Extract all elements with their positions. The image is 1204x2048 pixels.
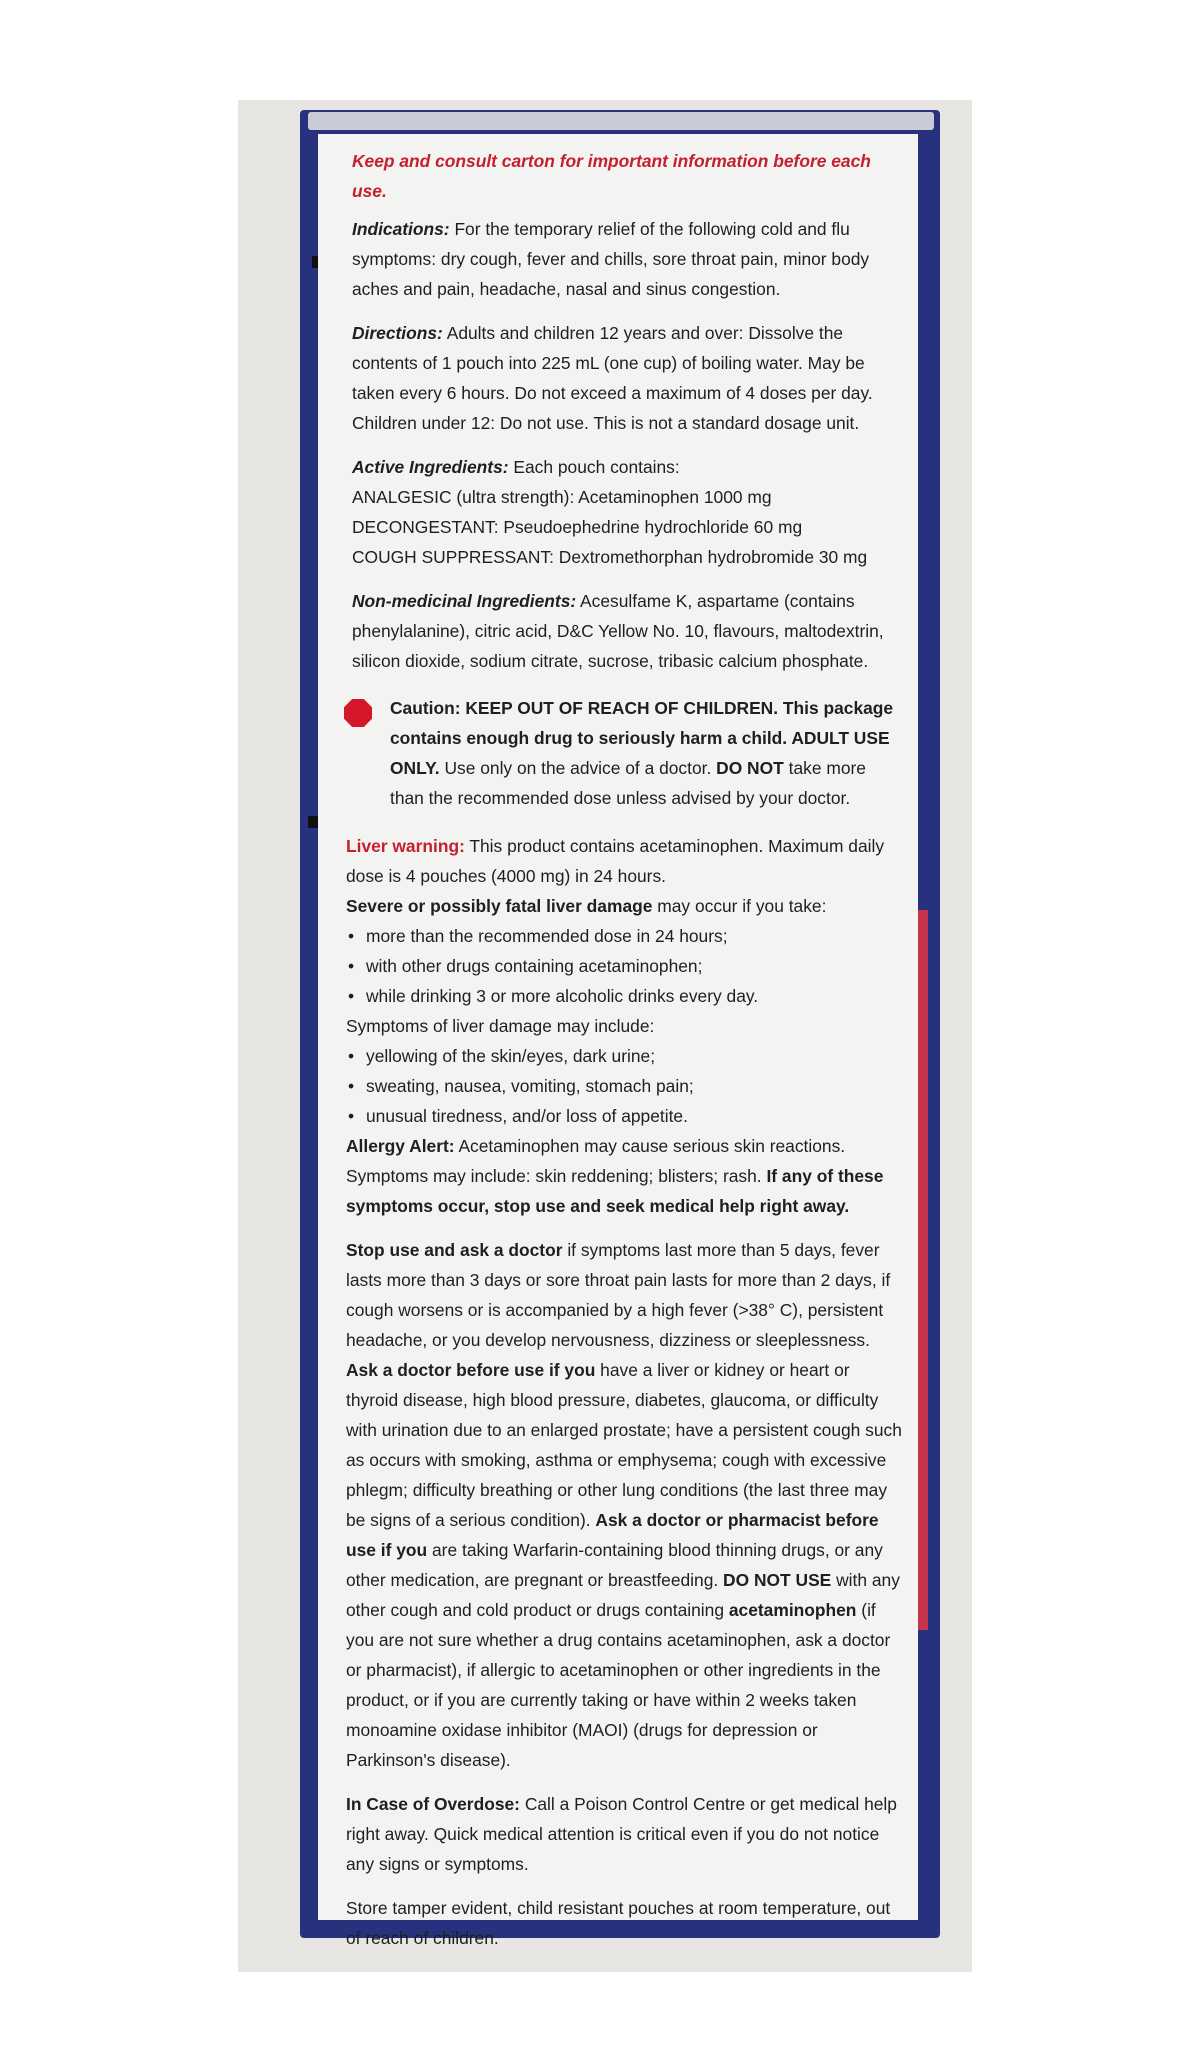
caution-bold: Caution: KEEP OUT OF REACH OF CHILDREN. This package contains enough drug to seriously harm a child. ADULT USE ONLY. xyxy=(390,698,894,779)
ask-pharmacist-text: are taking Warfarin-containing blood thinning drugs, or any other medication, are pregnant or breastfeeding. xyxy=(346,1539,883,1590)
allergy-alert-text: Acetaminophen may cause serious skin reactions. Symptoms may include: skin reddening; blisters; rash. xyxy=(346,1135,846,1186)
stop-sign-icon xyxy=(344,699,372,727)
stop-use-bold: Stop use and ask a doctor xyxy=(346,1239,563,1260)
non-medicinal-label: Non-medicinal Ingredients: xyxy=(352,591,577,611)
ingredient-line: DECONGESTANT: Pseudoephedrine hydrochloride 60 mg xyxy=(352,517,803,537)
allergy-alert-label: Allergy Alert: xyxy=(346,1135,455,1156)
list-item: • more than the recommended dose in 24 hours; xyxy=(346,921,904,951)
ask-doctor-text: have a liver or kidney or heart or thyroid disease, high blood pressure, diabetes, glaucoma, or difficulty with urination due to an enlarged prostate; have a persistent cough such as occurs with smoking, asthma or emphysema; cough with excessive phlegm; difficulty breathing or other lung conditions (the last three may be signs of a serious condition). xyxy=(346,1359,902,1530)
list-item: • with other drugs containing acetaminophen; xyxy=(346,951,904,981)
ask-pharmacist-bold: Ask a doctor or pharmacist before use if you xyxy=(346,1509,879,1560)
storage-section xyxy=(346,1893,904,1953)
liver-warning-section xyxy=(346,831,904,1221)
active-ingredients-label: Active Ingredients: xyxy=(352,457,509,477)
active-ingredients-intro: Each pouch contains: xyxy=(513,457,680,477)
directions-section xyxy=(352,318,904,438)
list-item: • while drinking 3 or more alcoholic drinks every day. xyxy=(346,981,904,1011)
list-item: • yellowing of the skin/eyes, dark urine; xyxy=(346,1041,904,1071)
list-item: • unusual tiredness, and/or loss of appetite. xyxy=(346,1101,904,1131)
liver-warning-label: Liver warning: xyxy=(346,835,465,856)
list-item: • sweating, nausea, vomiting, stomach pain; xyxy=(346,1071,904,1101)
label-panel xyxy=(318,134,918,1948)
directions-text: Adults and children 12 years and over: Dissolve the contents of 1 pouch into 225 mL (one cup) of boiling water. May be taken every 6 hours. Do not exceed a maximum of 4 doses per day. Children under 12: Do not use. This is not a standard dosage unit. xyxy=(352,323,873,433)
severe-damage-bold: Severe or possibly fatal liver damage xyxy=(346,895,653,916)
liver-warning-text: This product contains acetaminophen. Maximum daily dose is 4 pouches (4000 mg) in 24 hours. xyxy=(346,835,885,886)
overdose-label: In Case of Overdose: xyxy=(346,1793,520,1814)
do-not-use-bold: DO NOT USE xyxy=(723,1569,832,1590)
ask-doctor-bold: Ask a doctor before use if you xyxy=(346,1359,596,1380)
indications-text: For the temporary relief of the following cold and flu symptoms: dry cough, fever and chills, sore throat pain, minor body aches and pain, headache, nasal and sinus congestion. xyxy=(352,219,870,299)
non-medicinal-text: Acesulfame K, aspartame (contains phenylalanine), citric acid, D&C Yellow No. 10, flavours, maltodextrin, silicon dioxide, sodium citrate, sucrose, tribasic calcium phosphate. xyxy=(352,591,884,671)
do-not-use-text: with any other cough and cold product or drugs containing xyxy=(346,1569,900,1620)
allergy-alert-bold: If any of these symptoms occur, stop use and seek medical help right away. xyxy=(346,1165,884,1216)
severe-damage-text: may occur if you take: xyxy=(657,895,827,916)
carton-top-edge xyxy=(308,112,934,130)
indications-section xyxy=(352,214,904,304)
acetaminophen-bold: acetaminophen xyxy=(728,1599,857,1620)
overdose-text: Call a Poison Control Centre or get medical help right away. Quick medical attention is critical even if you do not notice any signs or symptoms. xyxy=(346,1793,897,1874)
active-ingredients-section xyxy=(352,452,904,572)
liver-risk-list xyxy=(346,921,904,1011)
keep-consult-notice: Keep and consult carton for important information before each use. xyxy=(352,151,871,201)
indications-label: Indications: xyxy=(352,219,450,239)
stop-use-text: if symptoms last more than 5 days, fever lasts more than 3 days or sore throat pain lasts for more than 2 days, if cough worsens or is accompanied by a high fever (>38° C), persistent headache, or you develop nervousness, dizziness or sleeplessness. xyxy=(346,1239,891,1350)
caution-text: Use only on the advice of a doctor. xyxy=(444,758,712,779)
overdose-section xyxy=(346,1789,904,1879)
storage-text: Store tamper evident, child resistant pouches at room temperature, out of reach of children. xyxy=(346,1897,891,1948)
stop-use-section xyxy=(346,1235,904,1775)
do-not-use-text-2: (if you are not sure whether a drug contains acetaminophen, ask a doctor or pharmacist), if allergic to acetaminophen or other ingredients in the product, or if you are currently taking or have within 2 weeks taken monoamine oxidase inhibitor (MAOI) (drugs for depression or Parkinson's disease). xyxy=(346,1599,891,1770)
caution-section xyxy=(390,693,904,813)
non-medicinal-section xyxy=(352,586,904,676)
ingredient-line: ANALGESIC (ultra strength): Acetaminophen 1000 mg xyxy=(352,487,772,507)
directions-label: Directions: xyxy=(352,323,443,343)
ingredient-line: COUGH SUPPRESSANT: Dextromethorphan hydrobromide 30 mg xyxy=(352,547,868,567)
liver-symptoms-list xyxy=(346,1041,904,1131)
caution-text-2: take more than the recommended dose unless advised by your doctor. xyxy=(390,758,866,809)
caution-do-not: DO NOT xyxy=(716,758,784,779)
symptoms-intro: Symptoms of liver damage may include: xyxy=(346,1015,655,1036)
